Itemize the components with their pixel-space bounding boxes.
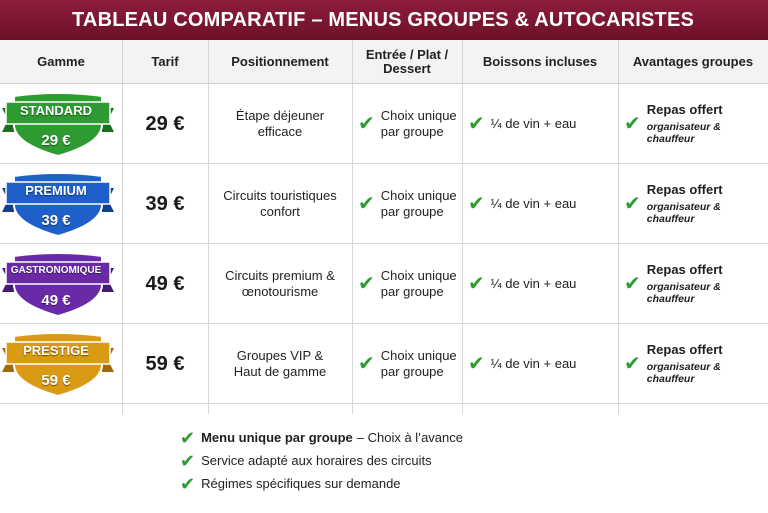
check-icon: ✔ [468, 193, 485, 215]
footer-item-text: Régimes spécifiques sur demande [201, 476, 401, 491]
positionnement-cell [208, 84, 352, 164]
header-gamme: Gamme [37, 54, 85, 70]
tarif-cell: 29 € [145, 112, 185, 135]
footer-item-text: – Choix à l’avance [356, 430, 463, 445]
footer-item-text: Service adapté aux horaires des circuits [201, 453, 432, 468]
check-icon: ✔ [468, 113, 485, 135]
footer-item [180, 472, 463, 495]
column-divider [208, 40, 209, 414]
check-icon: ✔ [180, 427, 196, 448]
tier-name: PREMIUM [25, 183, 87, 198]
header-tarif: Tarif [151, 54, 179, 70]
tier-badge-price: 59 € [41, 372, 71, 389]
boissons-cell [468, 324, 618, 404]
menu-line: par groupe [380, 204, 444, 219]
table-row [0, 84, 768, 164]
check-icon: ✔ [180, 450, 196, 471]
menu-cell [358, 84, 462, 164]
tarif-cell: 39 € [145, 192, 185, 215]
positionnement-line: Circuits touristiques [223, 187, 337, 203]
check-icon: ✔ [468, 273, 485, 295]
avantage-main: Repas offert [646, 102, 723, 118]
check-icon: ✔ [624, 193, 641, 215]
boissons-cell [468, 84, 618, 164]
column-divider [462, 40, 463, 414]
avantage-main: Repas offert [646, 182, 723, 198]
menu-line: par groupe [380, 284, 444, 299]
positionnement-line: efficace [257, 124, 303, 139]
column-divider [122, 40, 123, 414]
tier-badge [0, 172, 116, 238]
positionnement-line: Circuits premium & [225, 267, 335, 283]
positionnement-cell [208, 164, 352, 244]
boissons-value: ¼ de vin + eau [490, 356, 577, 372]
tier-name: PRESTIGE [23, 343, 89, 358]
check-icon: ✔ [358, 113, 375, 135]
boissons-value: ¼ de vin + eau [490, 196, 577, 212]
check-icon: ✔ [358, 193, 375, 215]
avantages-cell [624, 164, 768, 244]
column-divider [618, 40, 619, 414]
avantage-sub: organisateur & chauffeur [646, 120, 721, 146]
menu-cell [358, 244, 462, 324]
check-icon: ✔ [624, 353, 641, 375]
footer-item [180, 426, 463, 449]
avantages-cell [624, 84, 768, 164]
header-entree-plat-dessert: Entrée / Plat / Dessert [365, 47, 449, 76]
menu-line: Choix unique [380, 108, 457, 124]
avantage-main: Repas offert [646, 342, 723, 358]
avantage-sub: organisateur & chauffeur [646, 200, 721, 226]
header-positionnement: Positionnement [231, 54, 329, 70]
tarif-cell: 59 € [145, 352, 185, 375]
positionnement-line: Étape déjeuner [235, 107, 325, 123]
tier-badge [0, 332, 116, 398]
avantage-sub: organisateur & chauffeur [646, 280, 721, 306]
menu-line: Choix unique [380, 268, 457, 284]
tarif-cell: 49 € [145, 272, 185, 295]
page-title: TABLEAU COMPARATIF – MENUS GROUPES & AUTOCARISTES [0, 0, 768, 40]
boissons-cell [468, 244, 618, 324]
menu-line: par groupe [380, 124, 444, 139]
menu-cell [358, 324, 462, 404]
positionnement-line: Haut de gamme [233, 364, 327, 379]
avantages-cell [624, 244, 768, 324]
positionnement-line: Groupes VIP & [236, 347, 324, 363]
table-row [0, 324, 768, 404]
check-icon: ✔ [358, 273, 375, 295]
positionnement-cell [208, 244, 352, 324]
check-icon: ✔ [180, 473, 196, 494]
header-avantages: Avantages groupes [632, 54, 754, 70]
menu-line: Choix unique [380, 188, 457, 204]
check-icon: ✔ [468, 353, 485, 375]
positionnement-cell [208, 324, 352, 404]
menu-line: Choix unique [380, 348, 457, 364]
tier-badge [0, 252, 116, 318]
positionnement-line: confort [260, 204, 300, 219]
table-header [0, 40, 768, 84]
check-icon: ✔ [624, 273, 641, 295]
table-row [0, 244, 768, 324]
avantage-main: Repas offert [646, 262, 723, 278]
tier-name: GASTRONOMIQUE [10, 265, 102, 276]
footer-item [180, 449, 463, 472]
avantages-cell [624, 324, 768, 404]
tier-badge-price: 39 € [41, 212, 71, 229]
check-icon: ✔ [624, 113, 641, 135]
avantage-sub: organisateur & chauffeur [646, 360, 721, 386]
table-row [0, 164, 768, 244]
column-divider [352, 40, 353, 414]
header-boissons: Boissons incluses [482, 54, 598, 70]
tier-badge-price: 29 € [41, 132, 71, 149]
boissons-cell [468, 164, 618, 244]
tier-badge-price: 49 € [41, 292, 71, 309]
footer-item-bold: Menu unique par groupe [201, 430, 353, 445]
menu-cell [358, 164, 462, 244]
boissons-value: ¼ de vin + eau [490, 276, 577, 292]
footer-notes [180, 426, 463, 495]
menu-line: par groupe [380, 364, 444, 379]
check-icon: ✔ [358, 353, 375, 375]
tier-name: STANDARD [20, 103, 92, 118]
positionnement-line: œnotourisme [241, 284, 319, 299]
tier-badge [0, 92, 116, 158]
boissons-value: ¼ de vin + eau [490, 116, 577, 132]
